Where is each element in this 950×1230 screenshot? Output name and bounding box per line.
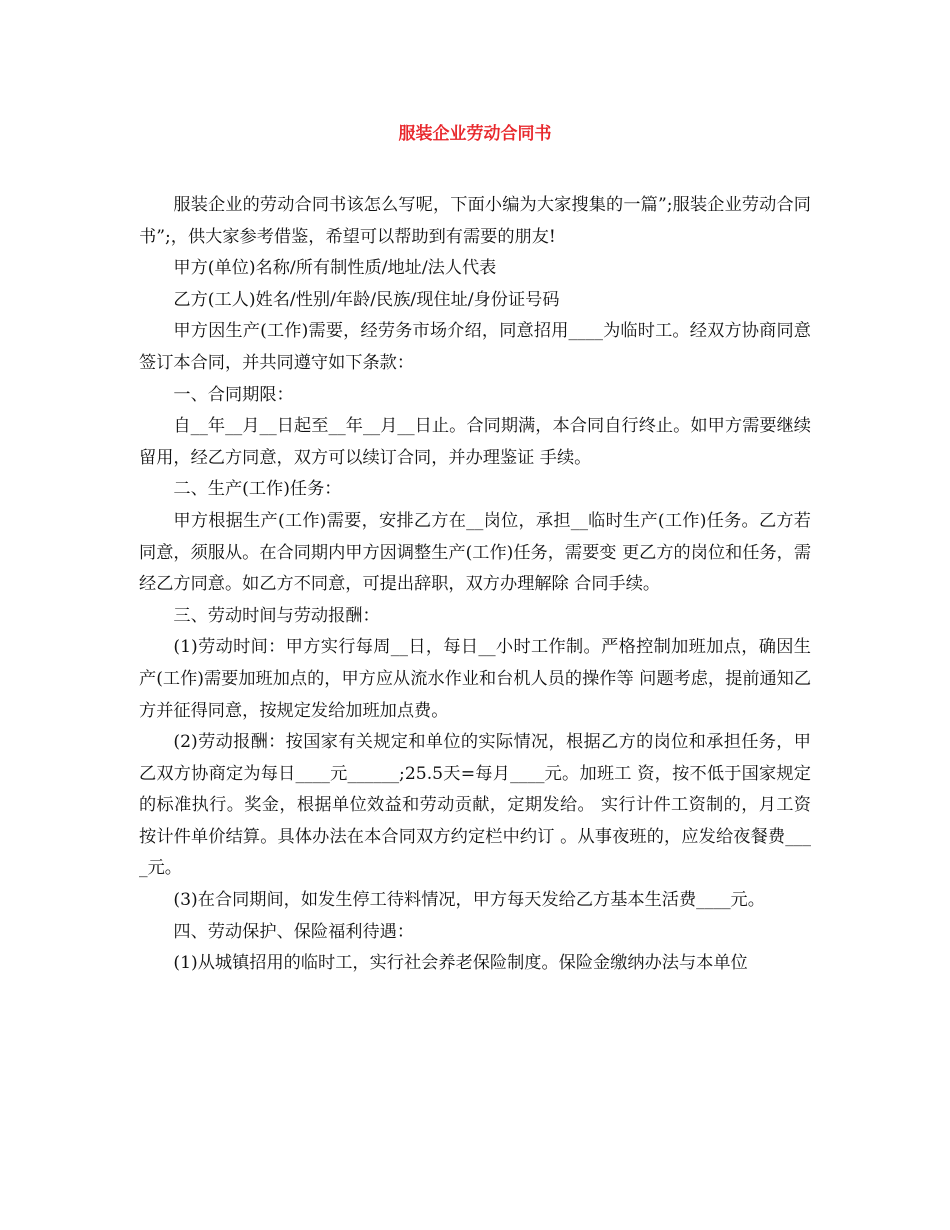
party-b-line: 乙方(工人)姓名/性别/年龄/民族/现住址/身份证号码 (173, 289, 560, 310)
hours-paragraph: (1)劳动时间：甲方实行每周__日，每日__小时工作制。严格控制加班加点，确因生产(工作)需要加班加点的，甲方应从流水作业和台机人员的操作等 问题考虑，提前通知乙方并征得同意，按规定发给加班加点费。 (139, 637, 812, 721)
document-body (139, 190, 811, 980)
pay-paragraph: (2)劳动报酬：按国家有关规定和单位的实际情况，根据乙方的岗位和承担任务，甲乙双方协商定为每日____元______;25.5天=每月____元。加班工 资，按不低于国家规定的标准执行。奖金，根据单位效益和劳动贡献，定期发给。 实行计件工资制的，月工资按计件单价结算。具体办法在本合同双方约定栏中约订 。从事夜班的，应发给夜餐费____元。 (139, 732, 811, 879)
intro-paragraph: 服装企业的劳动合同书该怎么写呢，下面小编为大家搜集的一篇”;服装企业劳动合同书”;，供大家参考借鉴，希望可以帮助到有需要的朋友! (139, 195, 811, 247)
party-a-line: 甲方(单位)名称/所有制性质/地址/法人代表 (173, 258, 497, 279)
section-heading-protection: 四、劳动保护、保险福利待遇： (173, 921, 415, 942)
insurance-paragraph: (1)从城镇招用的临时工，实行社会养老保险制度。保险金缴纳办法与本单位 (173, 953, 748, 974)
task-paragraph: 甲方根据生产(工作)需要，安排乙方在__岗位，承担__临时生产(工作)任务。乙方若同意，须服从。在合同期内甲方因调整生产(工作)任务，需要变 更乙方的岗位和任务，需经乙方同意。如乙方不同意，可提出辞职，双方办理解除 合同手续。 (139, 510, 812, 595)
section-heading-task: 二、生产(工作)任务： (173, 479, 342, 500)
preamble-paragraph: 甲方因生产(工作)需要，经劳务市场介绍，同意招用____为临时工。经双方协商同意签订本合同，并共同遵守如下条款： (139, 321, 811, 373)
section-heading-term: 一、合同期限： (173, 384, 294, 405)
term-paragraph: 自__年__月__日起至__年__月__日止。合同期满，本合同自行终止。如甲方需要继续留用，经乙方同意，双方可以续订合同，并办理鉴证 手续。 (139, 416, 811, 468)
section-heading-hours-pay: 三、劳动时间与劳动报酬： (173, 605, 380, 626)
document-title: 服装企业劳动合同书 (398, 124, 552, 144)
stoppage-paragraph: (3)在合同期间，如发生停工待料情况，甲方每天发给乙方基本生活费____元。 (173, 890, 765, 911)
